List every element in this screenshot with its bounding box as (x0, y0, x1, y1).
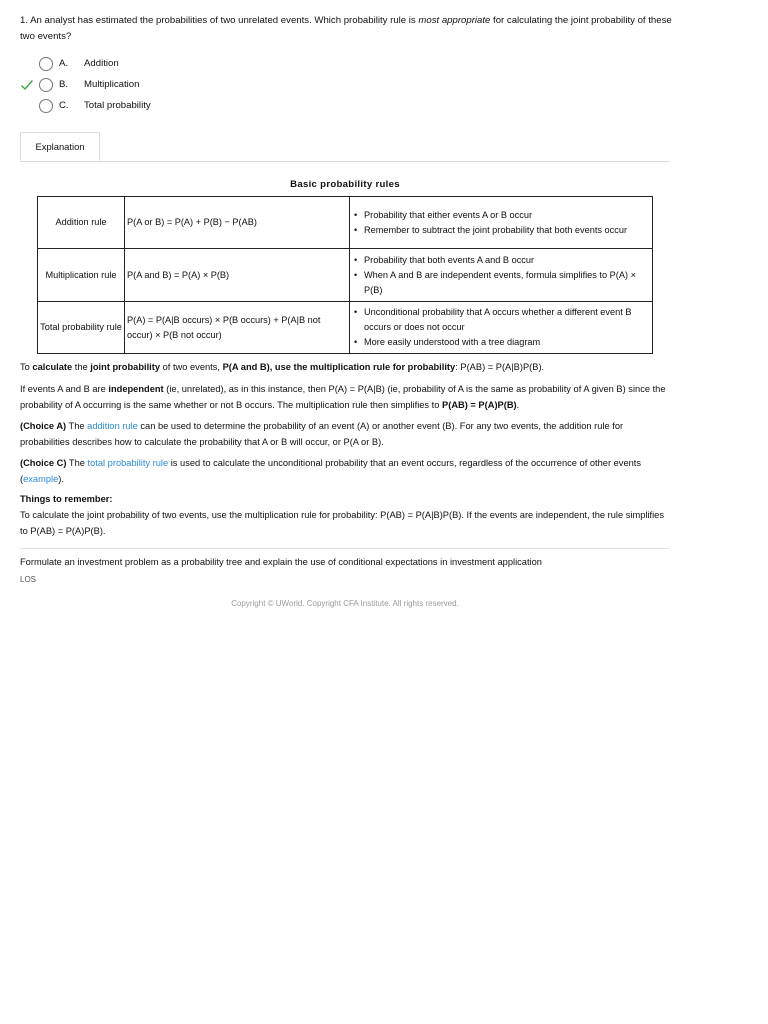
rule-notes (350, 197, 653, 249)
radio-button[interactable] (39, 99, 53, 113)
option-text: Addition (84, 58, 119, 69)
text-run: The (66, 458, 88, 468)
probability-rules-table (37, 196, 653, 354)
text-run: (ie, unrelated), as in this instance, then P(A) = P(A|B) (ie, probability of A is the same as probability of A given B) since the probability of A occurring is the same whether or not B occurs. The multiplication rule then simplifies to (20, 384, 666, 410)
tab-bar (20, 132, 670, 162)
note-item: • Probability that both events A and B occur (352, 253, 650, 268)
copyright: Copyright © UWorld. Copyright CFA Institute. All rights reserved. (231, 599, 459, 608)
text-run: , use the (269, 362, 311, 372)
rule-name: Total probability rule (38, 302, 125, 354)
explanation-paragraph (20, 418, 668, 450)
tab-explanation[interactable]: Explanation (20, 132, 100, 161)
answer-option-b[interactable] (20, 76, 420, 97)
answer-options (20, 55, 420, 118)
note-item: • Unconditional probability that A occurs whether a different event B occurs or does not occur (352, 305, 650, 335)
note-item: • More easily understood with a tree diagram (352, 335, 650, 350)
option-letter: B. (59, 79, 69, 90)
checkmark-icon (20, 78, 34, 92)
example-link[interactable]: example (23, 474, 59, 484)
remember-text: To calculate the joint probability of two events, use the multiplication rule for probability: P(AB) = P(A|B)P(B). If the events are independent, the rule simplifies to P(AB) = P(A)P(B). (20, 510, 664, 536)
option-text: Multiplication (84, 79, 140, 90)
text-run: To (20, 362, 33, 372)
option-text: Total probability (84, 100, 151, 111)
rule-formula: P(A or B) = P(A) + P(B) − P(AB) (125, 197, 350, 249)
text-run: calculate (32, 362, 73, 372)
radio-button[interactable] (39, 78, 53, 92)
question-text (20, 13, 672, 45)
note-item: • Probability that either events A or B occur (352, 208, 650, 223)
explanation-paragraph (20, 455, 668, 487)
table-title: Basic probability rules (290, 179, 400, 190)
question-text-after: for calculating the joint probability of these two events? (20, 15, 672, 42)
option-letter: C. (59, 100, 69, 111)
divider (20, 548, 670, 549)
rule-formula: P(A and B) = P(A) × P(B) (125, 249, 350, 302)
rule-name: Addition rule (38, 197, 125, 249)
text-run: joint probability (90, 362, 161, 372)
table-row (38, 249, 653, 302)
text-run: can be used to determine the probability of an event (A) or another event (B). For any two events, the addition rule for probabilities describes how to calculate the probability that A or B will occur, or P(A or B). (20, 421, 624, 447)
table-row (38, 197, 653, 249)
text-run: the (72, 362, 91, 372)
text-run: The (66, 421, 88, 431)
text-run: If events A and B are (20, 384, 109, 394)
table-row (38, 302, 653, 354)
note-item: • When A and B are independent events, formula simplifies to P(A) × P(B) (352, 268, 650, 298)
text-run: independent (108, 384, 164, 394)
things-to-remember (20, 491, 668, 539)
total-probability-rule-link[interactable]: total probability rule (87, 458, 169, 468)
los-label: LOS (20, 575, 37, 584)
text-run: of two events, (160, 362, 223, 372)
choice-label: (Choice A) (20, 421, 67, 431)
option-letter: A. (59, 58, 69, 69)
question-text-before: An analyst has estimated the probabilities of two unrelated events. Which probability rule is (30, 15, 419, 26)
text-run: is used to calculate the unconditional probability that an event occurs, regardless of the occurrence of other events ( (20, 458, 642, 484)
remember-heading: Things to remember: (20, 494, 113, 504)
text-run: . (516, 400, 520, 410)
question-emphasis: most appropriate (418, 15, 491, 26)
addition-rule-link[interactable]: addition rule (87, 421, 138, 431)
choice-label: (Choice C) (20, 458, 67, 468)
text-run: : P(AB) = P(A|B)P(B). (455, 362, 545, 372)
explanation-paragraph (20, 381, 668, 413)
explanation-paragraph (20, 359, 668, 375)
radio-button[interactable] (39, 57, 53, 71)
los-text: Formulate an investment problem as a probability tree and explain the use of conditional expectations in investment application (20, 557, 542, 567)
answer-option-a[interactable] (20, 55, 420, 76)
rule-name: Multiplication rule (38, 249, 125, 302)
rule-formula: P(A) = P(A|B occurs) × P(B occurs) + P(A|B not occur) × P(B not occur) (125, 302, 350, 354)
answer-option-c[interactable] (20, 97, 420, 118)
text-run: P(A and B) (222, 362, 270, 372)
text-run: ). (58, 474, 64, 484)
text-run: multiplication rule for probability (310, 362, 456, 372)
question-number: 1. (20, 15, 29, 26)
rule-notes (350, 302, 653, 354)
text-run: P(AB) = P(A)P(B) (442, 400, 517, 410)
note-item: • Remember to subtract the joint probability that both events occur (352, 223, 650, 238)
rule-notes (350, 249, 653, 302)
